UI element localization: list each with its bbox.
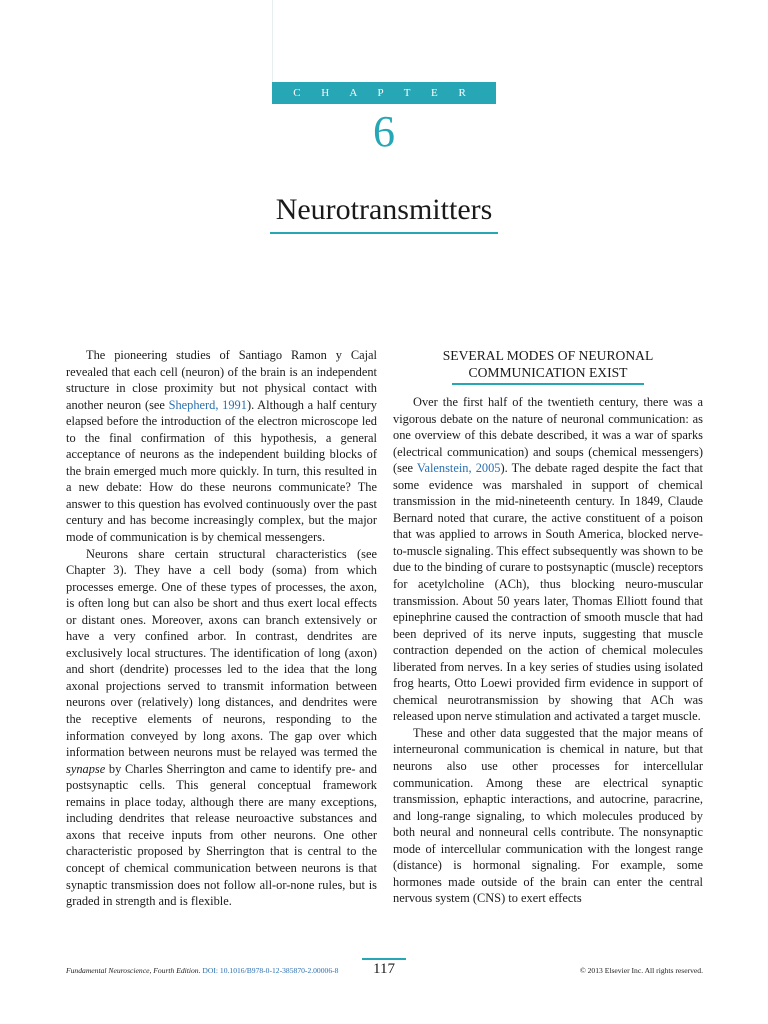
right-column <box>393 394 703 907</box>
chapter-number: 6 <box>373 107 395 156</box>
citation-link[interactable]: Shepherd, 1991 <box>168 397 247 412</box>
text-run: ). The debate raged despite the fact that some evidence was marshaled in support of chemical transmission in the mid-nineteenth century. In 1849, Claude Bernard noted that curare, the active constituent of a poison that was applied to arrows in South America, blocked nerve-to-muscle signaling. This effect subsequently was shown to be due to the binding of curare to postsynaptic (muscle) receptors for acetylcholine (ACh), thus blocking neuro-muscular transmission. About 50 years later, Thomas Elliott found that epinephrine caused the contraction of smooth muscle that had been deprived of its nerve inputs, suggesting that muscle contraction depended on the action of chemical molecules liberated from nerves. In a key series of studies using isolated frog hearts, Otto Loewi provided firm evidence in support of chemical neurotransmission by showing that ACh was released upon nerve stimulation and activated a target muscle. <box>393 461 704 724</box>
copyright: © 2013 Elsevier Inc. All rights reserved. <box>579 966 703 975</box>
title-rule <box>270 232 498 234</box>
page-title: Neurotransmitters <box>275 193 493 226</box>
paragraph <box>66 546 377 910</box>
section-heading-line: SEVERAL MODES OF NEURONAL <box>442 348 654 363</box>
section-rule <box>452 383 644 385</box>
section-heading <box>393 347 703 381</box>
text-run: The pioneering studies of Santiago Ramon y Cajal revealed that each cell (neuron) of the brain is an independent structure in close proximity but not physical contact with another neuron (see <box>66 348 377 412</box>
book-title: Fundamental Neuroscience, Fourth Edition. <box>66 966 201 975</box>
footer-citation <box>66 966 338 976</box>
citation-link[interactable]: Valenstein, 2005 <box>416 461 501 476</box>
text-run: Over the first half of the twentieth century, there was a vigorous debate on the nature of neuronal communication: as one overview of this debate described, it was a war of sparks (electrical communication) and soups (chemical messengers) (see <box>393 395 703 476</box>
text-run: These and other data suggested that the major means of interneuronal communication is chemical in nature, but that neurons also use other processes for intercellular communication. Among these are electrical synaptic transmission, ephaptic interactions, and autocrine, paracrine, and long-range signaling, to which molecules produced by both neural and nonneural cells contribute. The nonsynaptic mode of intercellular communication with the longest range (distance) is hormonal signaling. For example, some hormones made outside of the brain can enter the central nervous system (CNS) to exert effects <box>393 725 703 906</box>
text-run: ). Although a half century elapsed before the introduction of the electron microscope led to the final confirmation of this hypothesis, a general acceptance of neurons as the independent building blocks of the brain emerged much more quickly. In turn, this resulted in a new debate: How do these neurons communicate? The answer to this question has evolved continuously over the past century and has become increasingly complex, but the major mode of communication is by chemical messengers. <box>66 397 377 545</box>
chapter-label: C H A P T E R <box>272 82 496 104</box>
emphasis-term: synapse <box>66 761 106 776</box>
text-run: by Charles Sherrington and came to identify pre- and postsynaptic cells. This general conceptual framework remains in place today, although there are many exceptions, including dendrites that release neuroactive substances and axons that receive inputs from other neurons. One other characteristic proposed by Sherrington that is central to the concept of chemical communication between neurons is that synaptic transmission does not follow all-or-none rules, but is graded in strength and is flexible. <box>66 761 377 909</box>
doi-link[interactable]: DOI: 10.1016/B978-0-12-385870-2.00006-8 <box>202 966 339 975</box>
page-number: 117 <box>373 961 395 977</box>
section-heading-line: COMMUNICATION EXIST <box>468 365 628 380</box>
text-run: Neurons share certain structural characteristics (see Chapter 3). They have a cell body (soma) from which processes emerge. One of these types of processes, the axon, is often long but can also be short and thus exert local effects or distant ones. Moreover, axons can branch extensively or have a very confined arbor. In contrast, dendrites are exclusively local structures. The identification of long (axon) and short (dendrite) processes led to the idea that the long axonal projections served to transmit information between neurons over (relatively) long distances, and dendrites were the receptive elements of neurons, responding to the information conveyed by long axons. The gap over which information between neurons must be relayed was termed the <box>66 546 377 760</box>
paragraph <box>393 394 703 725</box>
chapter-band <box>272 0 496 104</box>
paragraph <box>66 347 377 546</box>
paragraph <box>393 725 703 907</box>
chapter-band-top <box>272 0 497 82</box>
left-column <box>66 347 377 910</box>
